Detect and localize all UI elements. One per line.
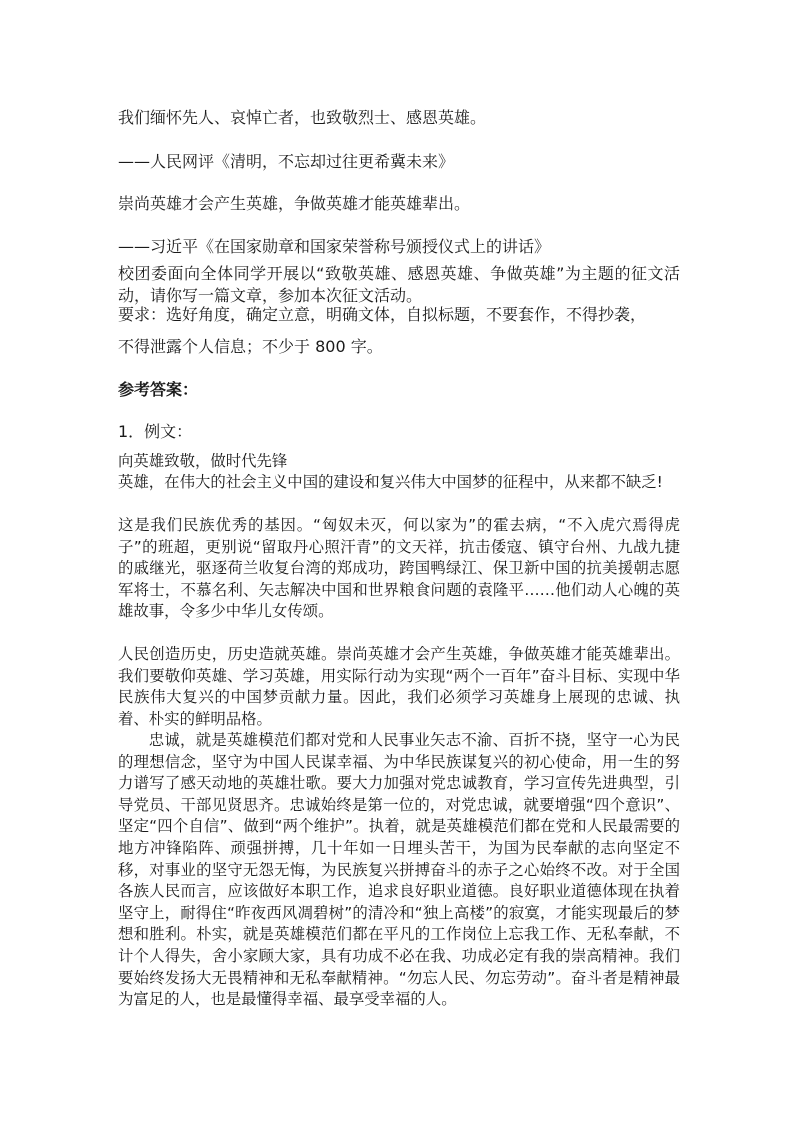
quote-2: 崇尚英雄才会产生英雄，争做英雄才能英雄辈出。 [118, 194, 471, 213]
essay-requirement-cont: 不得泄露个人信息；不少于 800 字。 [118, 337, 383, 356]
essay-requirement: 要求：选好角度，确定立意，明确文体，自拟标题，不要套作，不得抄袭， [118, 305, 647, 324]
essay-prompt: 校团委面向全体同学开展以“致敬英雄、感恩英雄、争做英雄”为主题的征文活动，请你写一篇文章，参加本次征文活动。 [118, 264, 680, 305]
essay-title: 向英雄致敬，做时代先锋 [118, 452, 288, 470]
quote-2-source: ——习近平《在国家勋章和国家荣誉称号颁授仪式上的讲话》 [118, 237, 551, 256]
essay-paragraph-1: 英雄，在伟大的社会主义中国的建设和复兴伟大中国梦的征程中，从来都不缺乏! [118, 473, 663, 491]
essay-paragraph-2: 这是我们民族优秀的基因。“匈奴未灭，何以家为”的霍去病，“不入虎穴焉得虎子”的班超，更别说“留取丹心照汗青”的文天祥，抗击倭寇、镇守台州、九战九捷的戚继光，驱逐荷兰收复台湾的郑成功，跨国鸭绿江、保卫新中国的抗美援朝志愿军将士，不慕名利、矢志解决中国和世界粮食问题的袁隆平……他们动人心魄的英雄故事，令多少中华儿女传颂。 [118, 516, 680, 621]
essay-paragraph-3: 人民创造历史，历史造就英雄。崇尚英雄才会产生英雄，争做英雄才能英雄辈出。我们要敬仰英雄、学习英雄，用实际行动为实现“两个一百年”奋斗目标、实现中华民族伟大复兴的中国梦贡献力量。因此，我们必须学习英雄身上展现的忠诚、执着、朴实的鲜明品格。 [118, 645, 680, 728]
answer-heading: 参考答案： [118, 380, 199, 399]
quote-1: 我们缅怀先人、哀悼亡者，也致敬烈士、感恩英雄。 [118, 108, 487, 127]
quote-1-source: ——人民网评《清明，不忘却过往更希冀未来》 [118, 152, 455, 171]
essay-paragraph-4: 忠诚，就是英雄模范们都对党和人民事业矢志不渝、百折不挠，坚守一心为民的理想信念，坚守为中国人民谋幸福、为中华民族谋复兴的初心使命，用一生的努力谱写了感天动地的英雄壮歌。要大力加强对党忠诚教育，学习宣传先进典型，引导党员、干部见贤思齐。忠诚始终是第一位的，对党忠诚，就要增强“四个意识”、坚定“四个自信”、做到“两个维护”。执着，就是英雄模范们都在党和人民最需要的地方冲锋陷阵、顽强拼搏，几十年如一日埋头苦干，为国为民奉献的志向坚定不移，对事业的坚守无怨无悔，为民族复兴拼搏奋斗的赤子之心始终不改。对于全国各族人民而言，应该做好本职工作，追求良好职业道德。良好职业道德体现在执着坚守上，耐得住“昨夜西风凋碧树”的清冷和“独上高楼”的寂寞，才能实现最后的梦想和胜利。朴实，就是英雄模范们都在平凡的工作岗位上忘我工作、无私奉献，不计个人得失，舍小家顾大家，具有功成不必在我、功成必定有我的崇高精神。我们要始终发扬大无畏精神和无私奉献精神。“勿忘人民、勿忘劳动”。奋斗者是精神最为富足的人，也是最懂得幸福、最享受幸福的人。 [118, 731, 680, 1009]
example-label: 1．例文： [118, 422, 193, 441]
